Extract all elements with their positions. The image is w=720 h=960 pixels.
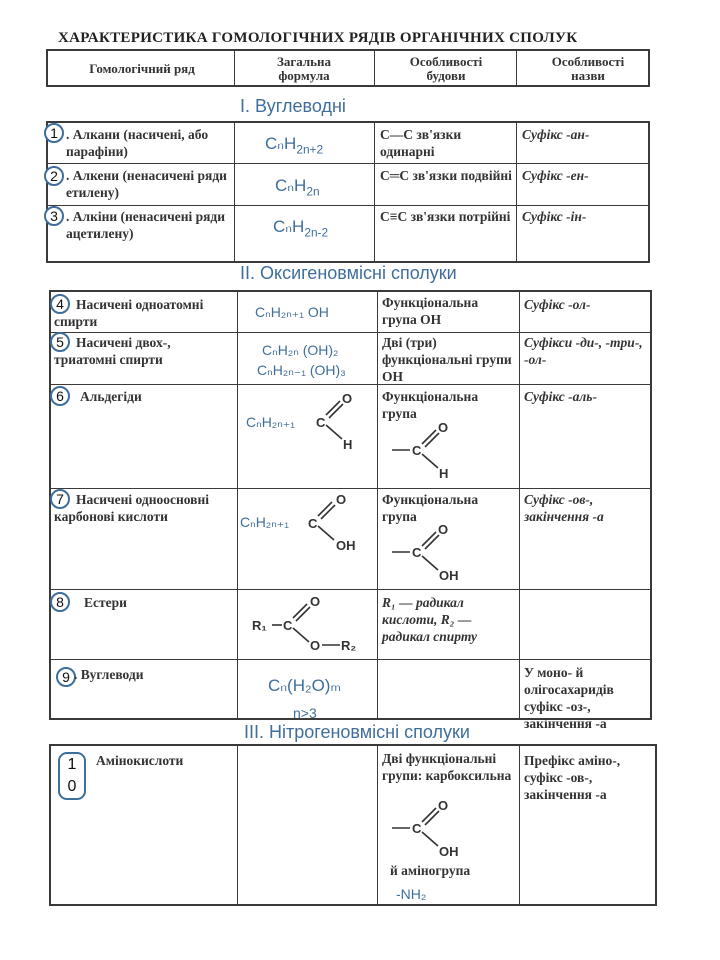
row-3-structure: С≡С зв'язки потрійні [380,209,511,224]
row-4-formula: CₙH₂ₙ₊₁ OH [255,304,329,320]
row-4-name: Насичені одноатомні спирти [54,297,204,329]
svg-text:H: H [439,466,449,481]
row-number-1: 1 [44,123,64,143]
row-10-carboxyl-group [392,798,482,860]
header-homologous-series: Гомологічний ряд [89,61,195,76]
row-1-name: . Алкани (насичені, або парафіни) [66,127,209,159]
svg-text:C: C [412,821,422,836]
row-6-formula: CₙH₂ₙ₊₁ [246,414,295,430]
row-5-formula-b: CₙH₂ₙ₋₁ (OH)₃ [257,362,346,378]
svg-text:C: C [283,618,293,633]
row-2-name: . Алкени (ненасичені ряди етилену) [66,168,227,200]
svg-text:O: O [336,492,347,507]
row-8-ester-group [252,594,372,656]
svg-text:OH: OH [439,568,459,583]
svg-text:O: O [342,391,353,406]
svg-text:C: C [412,443,422,458]
svg-text:R₂: R₂ [341,638,357,653]
row-7-structure: Функціональна група [382,492,479,524]
row-2-structure: С═С зв'язки подвійні [380,168,512,183]
row-number-7: 7 [50,489,70,509]
row-4-structure: Функціональна група ОН [382,295,479,327]
row-1-naming: Суфікс -ан- [522,127,590,142]
row-6-naming: Суфікс -аль- [524,389,597,404]
svg-text:H: H [343,437,353,452]
row-9-name: . Вуглеводи [74,667,144,682]
row-6-functional-group [392,420,472,482]
svg-text:C: C [316,415,326,430]
row-9-formula: Cₙ(H₂O)ₘ [268,676,342,695]
row-1-formula: CₙH$_{2n+2}$ [265,134,324,157]
svg-text:O: O [438,798,449,813]
header-structure: Особливості будови [409,54,483,83]
row-number-5: 5 [50,332,70,352]
row-3-naming: Суфікс -ін- [522,209,587,224]
row-9-naming: У моно- й олігосахаридів суфікс -оз-, закінчення -а [524,665,614,731]
row-7-carboxyl-group [306,492,366,554]
header-table [46,49,650,87]
row-number-10: 10 [58,752,86,800]
svg-text:O: O [438,420,449,435]
row-number-3: 3 [44,206,64,226]
svg-text:C: C [412,545,422,560]
page-title: ХАРАКТЕРИСТИКА ГОМОЛОГІЧНИХ РЯДІВ ОРГАНІЧНИХ СПОЛУК [58,30,578,46]
svg-text:O: O [310,594,321,609]
svg-text:OH: OH [336,538,356,553]
row-10-naming: Префікс аміно-, суфікс -ов-, закінчення -а [524,753,621,802]
row-6-name: Альдегіди [80,389,142,404]
row-5-structure: Дві (три) функціональні групи ОН [382,335,512,384]
row-number-6: 6 [50,386,70,406]
row-3-formula: CₙH$_{2n-2}$ [273,217,329,240]
row-number-4: 4 [50,294,70,314]
row-8-name: Естери [84,595,127,610]
row-number-2: 2 [44,166,64,186]
row-10-structure-top: Дві функціональні групи: карбоксильна [382,751,512,783]
header-naming: Особливості назви [551,54,625,83]
svg-text:OH: OH [439,844,459,859]
row-number-9: 9 [56,667,76,687]
row-7-naming: Суфікс -ов-, закінчення -а [524,492,604,524]
row-9-condition: n>3 [293,705,317,721]
svg-text:O: O [438,522,449,537]
row-7-functional-group [392,522,482,584]
row-3-name: . Алкіни (ненасичені ряди ацетилену) [66,209,226,241]
row-5-name: Насичені двох-, триатомні спирти [54,335,171,367]
row-6-aldehyde-group [314,391,364,453]
row-6-structure: Функціональна група [382,389,479,421]
row-7-name: Насичені одноосновні карбонові кислоти [54,492,210,524]
row-number-8: 8 [50,592,70,612]
row-10-structure-bottom: й аміногрупа [390,863,471,878]
header-general-formula: Загальна формула [276,54,332,83]
svg-text:C: C [308,516,318,531]
row-1-structure: С—С зв'язки одинарні [380,127,462,159]
svg-text:R₁: R₁ [252,618,267,633]
row-2-naming: Суфікс -ен- [522,168,589,183]
row-4-naming: Суфікс -ол- [524,297,591,312]
row-2-formula: CₙH$_{2n}$ [275,176,320,199]
row-5-naming: Суфікси -ди-, -три-, -ол- [524,335,643,367]
row-7-formula: CₙH₂ₙ₊₁ [240,514,289,530]
row-10-amino-group: -NH₂ [396,886,427,902]
section-oxygen-compounds: II. Оксигеновмісні сполуки [240,263,457,283]
section-nitrogen-compounds: III. Нітрогеновмісні сполуки [244,722,470,742]
svg-text:O: O [310,638,321,653]
row-5-formula-a: CₙH₂ₙ (OH)₂ [262,342,339,358]
row-10-name: Амінокислоти [96,753,184,768]
section-hydrocarbons: I. Вуглеводні [240,96,346,116]
row-8-structure: R₁ — радикал кислоти, R₂ — радикал спирту [382,595,478,644]
